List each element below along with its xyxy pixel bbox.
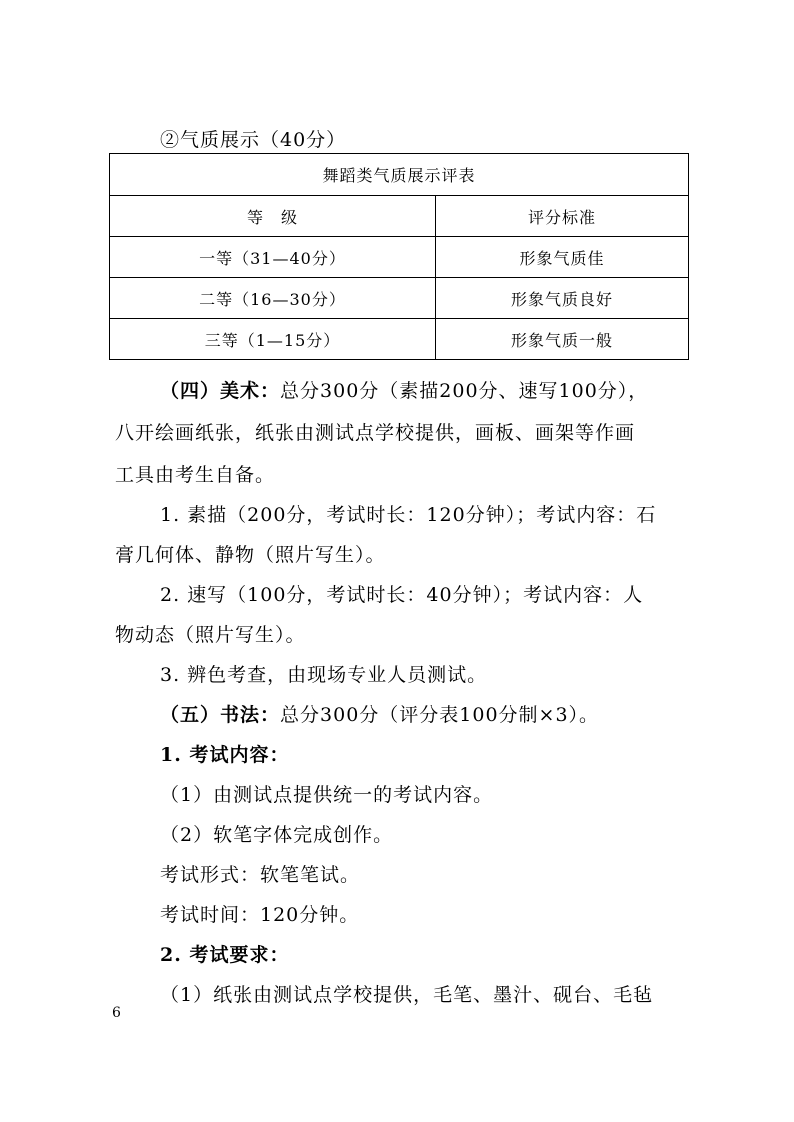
art-heading-line: [160, 376, 730, 403]
table-row: [110, 278, 689, 319]
page-number: 6: [112, 1005, 121, 1021]
subheading: 2. 考试要求：: [160, 944, 290, 966]
table-caption: 舞蹈类气质展示评表: [110, 154, 689, 196]
table-row: [110, 319, 689, 360]
table-cell: 一等（31—40分）: [110, 237, 436, 278]
paragraph-line: 膏几何体、静物（照片写生）。: [115, 544, 386, 566]
paragraph-line: 物动态（照片写生）。: [115, 624, 306, 646]
score-table: [109, 153, 689, 360]
section-heading: ②气质展示（40分）: [160, 129, 347, 151]
paragraph-line: 考试形式：软笔笔试。: [160, 864, 361, 886]
table-row: [110, 237, 689, 278]
paragraph-line: 八开绘画纸张，纸张由测试点学校提供，画板、画架等作画: [115, 422, 636, 444]
calligraphy-heading: （五）书法：: [160, 704, 281, 726]
table-cell: 形象气质一般: [436, 319, 689, 360]
table-header-row: [110, 196, 689, 237]
paragraph-line: 2. 速写（100分，考试时长：40分钟）；考试内容：人: [160, 584, 644, 606]
calligraphy-heading-line: [160, 700, 730, 727]
art-heading-rest: 总分300分（素描200分、速写100分），: [280, 380, 649, 402]
paragraph-line: 考试时间：120分钟。: [160, 904, 360, 926]
paragraph-line: 1. 素描（200分，考试时长：120分钟）；考试内容：石: [160, 504, 657, 526]
table-cell: 三等（1—15分）: [110, 319, 436, 360]
subheading: 1. 考试内容：: [160, 744, 290, 766]
paragraph-line: 工具由考生自备。: [115, 464, 276, 486]
table-cell: 二等（16—30分）: [110, 278, 436, 319]
art-heading: （四）美术：: [160, 380, 281, 402]
table-header-cell: 等 级: [110, 196, 436, 237]
paragraph-line: （1）由测试点提供统一的考试内容。: [160, 784, 494, 806]
calligraphy-heading-rest: 总分300分（评分表100分制×3）。: [280, 704, 600, 726]
table-header-cell: 评分标准: [436, 196, 689, 237]
table-cell: 形象气质佳: [436, 237, 689, 278]
table-cell: 形象气质良好: [436, 278, 689, 319]
paragraph-line: 3. 辨色考查，由现场专业人员测试。: [160, 664, 488, 686]
table-caption-row: [110, 154, 689, 196]
paragraph-line: （2）软笔字体完成创作。: [160, 824, 394, 846]
paragraph-line: （1）纸张由测试点学校提供，毛笔、墨汁、砚台、毛毡: [160, 984, 654, 1006]
